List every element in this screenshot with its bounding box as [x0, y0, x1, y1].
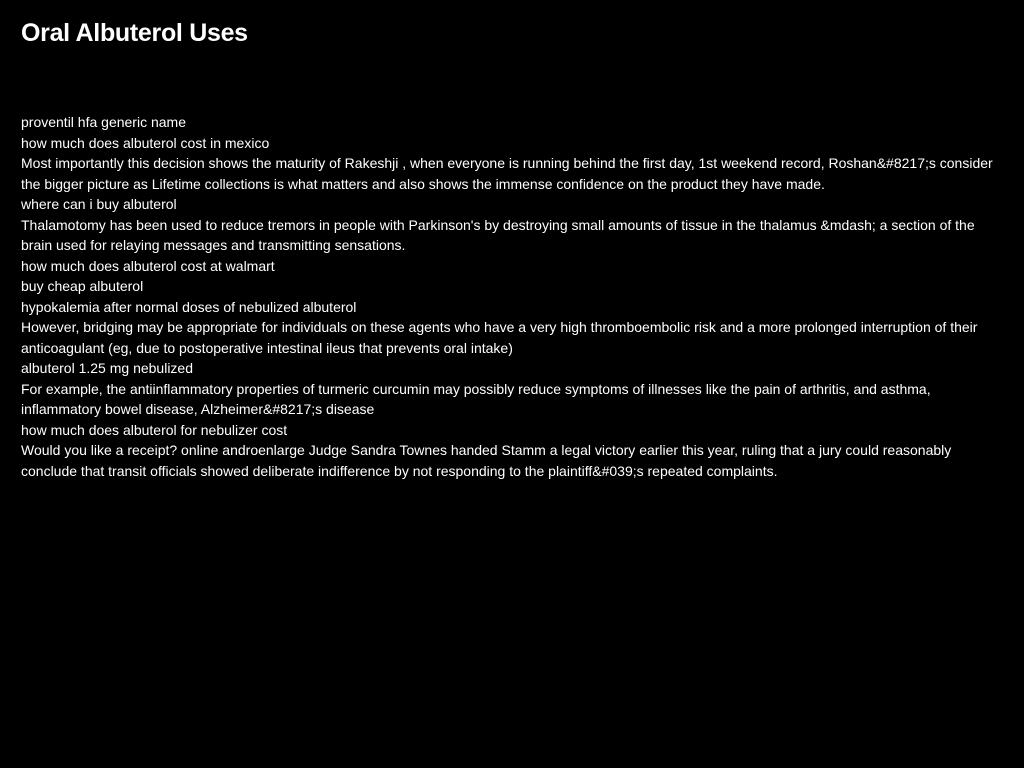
- text-paragraph: Most importantly this decision shows the maturity of Rakeshji , when everyone is running behind the first day, 1st weekend record, Roshan&#8217;s consider the bigger picture as Lifetime collections is what matters and also shows the immense confidence on the product they have made.: [21, 155, 993, 192]
- text-paragraph: For example, the antiinflammatory properties of turmeric curcumin may possibly reduce symptoms of illnesses like the pain of arthritis, and asthma, inflammatory bowel disease, Alzheimer&#8217;s disease: [21, 380, 931, 417]
- text-line: how much does albuterol cost at walmart: [21, 257, 275, 274]
- text-line: albuterol 1.25 mg nebulized: [21, 360, 194, 376]
- text-paragraph: Would you like a receipt? online androenlarge Judge Sandra Townes handed Stamm a legal victory earlier this year, ruling that a jury could reasonably conclude that transit officials showed deliberate indifference by not responding to the plaintiff&#039;s repeated complaints.: [21, 442, 952, 479]
- text-line: where can i buy albuterol: [21, 196, 177, 212]
- text-paragraph: Thalamotomy has been used to reduce tremors in people with Parkinson's by destroying small amounts of tissue in the thalamus &mdash; a section of the brain used for relaying messages and transmitting sensations.: [21, 216, 975, 253]
- text-line: how much does albuterol for nebulizer cost: [21, 421, 288, 438]
- text-line: how much does albuterol cost in mexico: [21, 134, 270, 151]
- text-line: hypokalemia after normal doses of nebulized albuterol: [21, 298, 357, 315]
- text-line: buy cheap albuterol: [21, 278, 144, 294]
- page-title: Oral Albuterol Uses: [21, 19, 248, 47]
- content-body: [21, 112, 1006, 481]
- text-line: proventil hfa generic name: [21, 114, 186, 130]
- text-paragraph: However, bridging may be appropriate for individuals on these agents who have a very high thromboembolic risk and a more prolonged interruption of their anticoagulant (eg, due to postoperative intestinal ileus that prevents oral intake): [21, 319, 978, 356]
